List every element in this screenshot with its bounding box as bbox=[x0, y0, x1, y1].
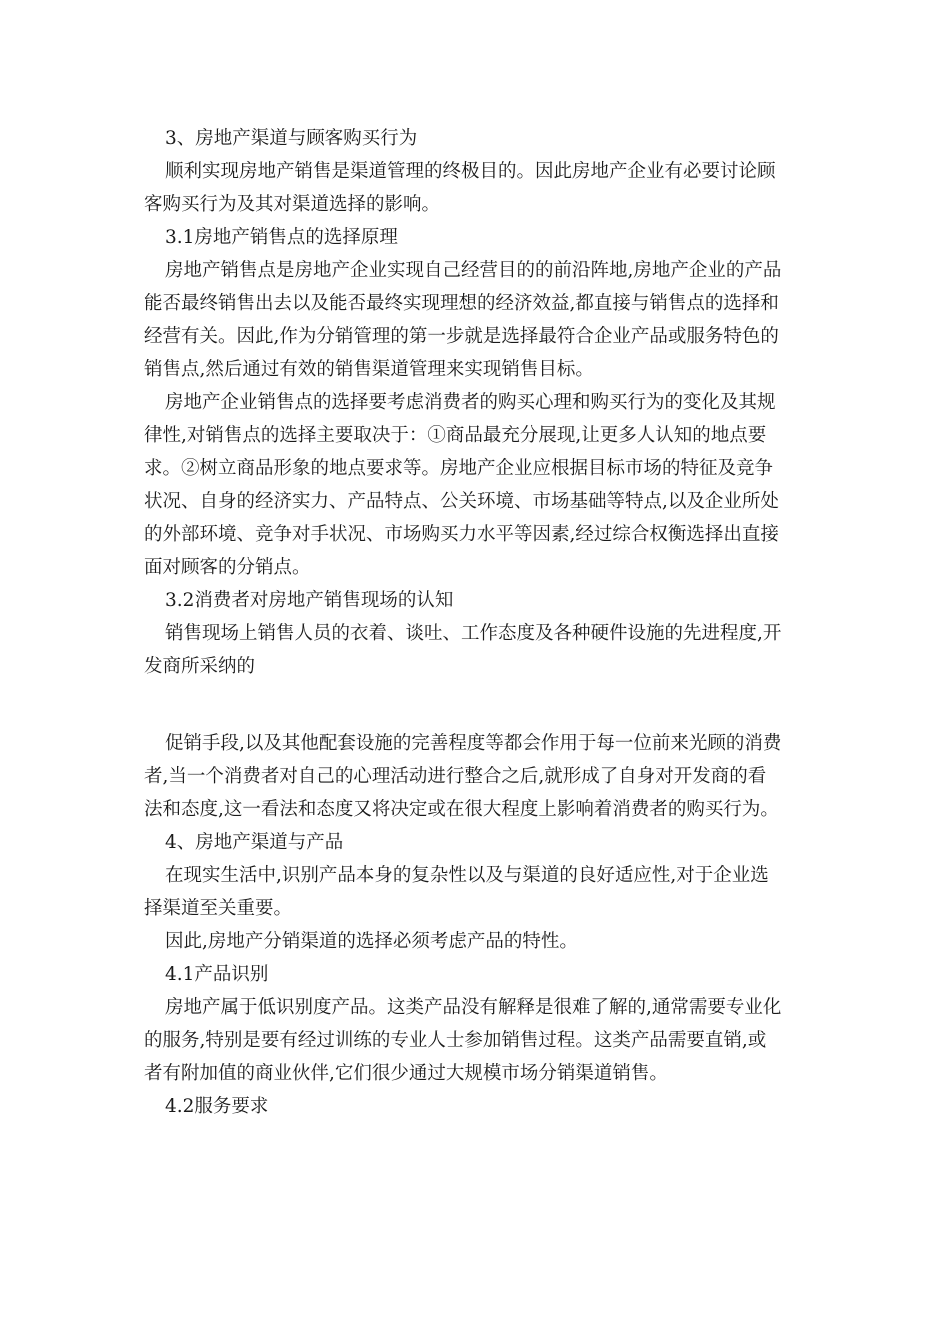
paragraph-line: 在现实生活中,识别产品本身的复杂性以及与渠道的良好适应性,对于企业选 bbox=[165, 865, 769, 886]
document-body bbox=[144, 122, 804, 1123]
paragraph-line: 求。②树立商品形象的地点要求等。房地产企业应根据目标市场的特征及竞争 bbox=[144, 458, 774, 479]
section-heading-4: 4、房地产渠道与产品 bbox=[165, 832, 344, 853]
paragraph-line: 面对顾客的分销点。 bbox=[144, 557, 311, 578]
section-heading-4-1: 4.1产品识别 bbox=[165, 964, 269, 985]
paragraph-line: 法和态度,这一看法和态度又将决定或在很大程度上影响着消费者的购买行为。 bbox=[144, 799, 779, 820]
paragraph-line: 者有附加值的商业伙伴,它们很少通过大规模市场分销渠道销售。 bbox=[144, 1063, 668, 1084]
paragraph-line: 的外部环境、竞争对手状况、市场购买力水平等因素,经过综合权衡选择出直接 bbox=[144, 524, 779, 545]
page-break-gap bbox=[144, 683, 804, 727]
paragraph-line: 能否最终销售出去以及能否最终实现理想的经济效益,都直接与销售点的选择和 bbox=[144, 293, 779, 314]
paragraph-line: 销售现场上销售人员的衣着、谈吐、工作态度及各种硬件设施的先进程度,开 bbox=[165, 623, 782, 644]
paragraph-line: 房地产企业销售点的选择要考虑消费者的购买心理和购买行为的变化及其规 bbox=[165, 392, 776, 413]
section-heading-4-2: 4.2服务要求 bbox=[165, 1096, 269, 1117]
paragraph-line: 发商所采纳的 bbox=[144, 656, 256, 677]
paragraph-line: 经营有关。因此,作为分销管理的第一步就是选择最符合企业产品或服务特色的 bbox=[144, 326, 779, 347]
section-heading-3-1: 3.1房地产销售点的选择原理 bbox=[165, 227, 398, 248]
paragraph-line: 的服务,特别是要有经过训练的专业人士参加销售过程。这类产品需要直销,或 bbox=[144, 1030, 767, 1051]
paragraph-line: 因此,房地产分销渠道的选择必须考虑产品的特性。 bbox=[165, 931, 578, 952]
section-heading-3-2: 3.2消费者对房地产销售现场的认知 bbox=[165, 590, 454, 611]
paragraph-line: 者,当一个消费者对自己的心理活动进行整合之后,就形成了自身对开发商的看 bbox=[144, 766, 767, 787]
paragraph-line: 销售点,然后通过有效的销售渠道管理来实现销售目标。 bbox=[144, 359, 594, 380]
paragraph-line: 律性,对销售点的选择主要取决于：①商品最充分展现,让更多人认知的地点要 bbox=[144, 425, 767, 446]
paragraph-line: 客购买行为及其对渠道选择的影响。 bbox=[144, 194, 441, 215]
paragraph-line: 状况、自身的经济实力、产品特点、公关环境、市场基础等特点,以及企业所处 bbox=[144, 491, 779, 512]
paragraph-line: 择渠道至关重要。 bbox=[144, 898, 293, 919]
paragraph-line: 顺利实现房地产销售是渠道管理的终极目的。因此房地产企业有必要讨论顾 bbox=[165, 161, 776, 182]
section-heading-3: 3、房地产渠道与顾客购买行为 bbox=[165, 128, 418, 149]
paragraph-line: 房地产属于低识别度产品。这类产品没有解释是很难了解的,通常需要专业化 bbox=[165, 997, 782, 1018]
paragraph-line: 促销手段,以及其他配套设施的完善程度等都会作用于每一位前来光顾的消费 bbox=[165, 733, 782, 754]
paragraph-line: 房地产销售点是房地产企业实现自己经营目的的前沿阵地,房地产企业的产品 bbox=[165, 260, 782, 281]
